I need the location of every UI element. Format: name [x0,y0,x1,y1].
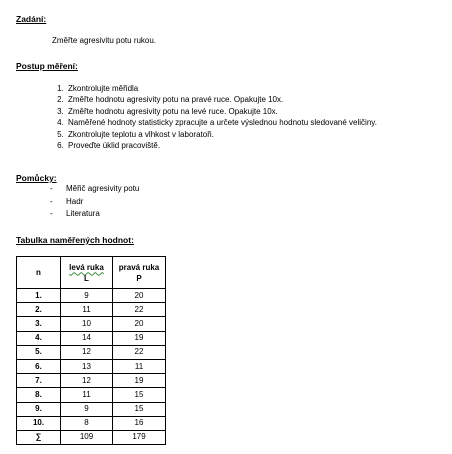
measurement-table [16,256,166,445]
tools-item: - Měřič agresivity potu [50,183,139,196]
table-row [17,388,166,402]
row-n: 10. [17,416,61,430]
header-n: n [17,257,61,289]
row-right: 20 [113,289,166,303]
row-left: 14 [61,331,113,345]
row-left: 13 [61,359,113,373]
table-row [17,345,166,359]
table-heading: Tabulka naměřených hodnot: [16,235,134,245]
sum-symbol: ∑ [17,430,61,444]
procedure-step: 1. Zkontrolujte měřidla [66,83,377,94]
table-sum-row [17,430,166,444]
table-row [17,374,166,388]
task-text: Změřte agresivitu potu rukou. [52,36,157,45]
row-n: 9. [17,402,61,416]
procedure-step: 3. Změřte hodnotu agresivity potu na levé ruce. Opakujte 10x. [66,106,377,117]
procedure-step: 4. Naměřené hodnoty statisticky zpracujte a určete výslednou hodnotu sledované veličiny. [66,117,377,128]
tools-item: - Hadr [50,196,139,209]
row-right: 15 [113,388,166,402]
header-right-label: pravá ruka [118,262,160,272]
procedure-heading: Postup měření: [16,61,78,71]
table-row [17,402,166,416]
tools-item: - Literatura [50,208,139,221]
row-n: 3. [17,317,61,331]
row-right: 22 [113,345,166,359]
row-left: 12 [61,345,113,359]
row-n: 8. [17,388,61,402]
table-row [17,317,166,331]
row-left: 8 [61,416,113,430]
row-left: 9 [61,289,113,303]
procedure-step: 2. Změřte hodnotu agresivity potu na pravé ruce. Opakujte 10x. [66,94,377,105]
table-header-row [17,257,166,289]
row-right: 11 [113,359,166,373]
row-n: 2. [17,303,61,317]
header-right-symbol: P [136,273,142,283]
table-row [17,331,166,345]
row-n: 6. [17,359,61,373]
header-right-hand [113,257,166,289]
row-left: 12 [61,374,113,388]
header-left-label: levá ruka [69,262,104,272]
table-body [17,289,166,445]
procedure-steps [34,83,377,151]
row-left: 10 [61,317,113,331]
row-n: 5. [17,345,61,359]
header-left-hand [61,257,113,289]
row-left: 11 [61,303,113,317]
row-right: 15 [113,402,166,416]
row-left: 9 [61,402,113,416]
row-n: 1. [17,289,61,303]
table-row [17,289,166,303]
table-row [17,359,166,373]
row-n: 7. [17,374,61,388]
table-row [17,303,166,317]
header-left-symbol: L [84,273,89,283]
row-right: 20 [113,317,166,331]
sum-right: 179 [113,430,166,444]
sum-left: 109 [61,430,113,444]
row-right: 19 [113,331,166,345]
procedure-step: 6. Proveďte úklid pracoviště. [66,140,377,151]
row-right: 16 [113,416,166,430]
tools-list [50,183,139,221]
tools-heading: Pomůcky: [16,173,57,183]
task-heading: Zadání: [16,14,47,24]
procedure-step: 5. Zkontrolujte teplotu a vlhkost v laboratoři. [66,129,377,140]
row-n: 4. [17,331,61,345]
row-right: 22 [113,303,166,317]
table-row [17,416,166,430]
row-right: 19 [113,374,166,388]
row-left: 11 [61,388,113,402]
